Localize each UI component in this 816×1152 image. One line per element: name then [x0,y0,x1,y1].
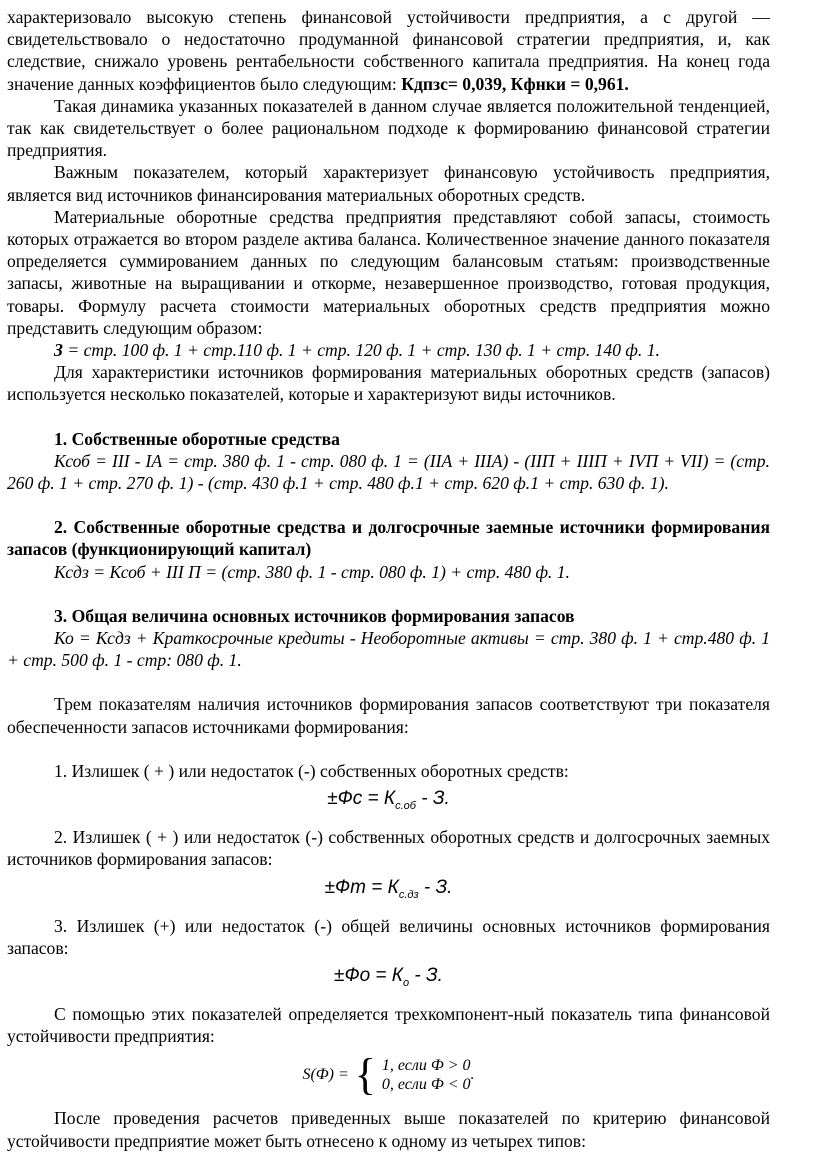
formula-1-subscript: с.об [395,799,416,812]
indicator-item-3: 3. Излишек (+) или недостаток (-) общей величины основных источников формирования запасов: [7,915,770,958]
paragraph-4: Материальные оборотные средства предприятия представляют собой запасы, стоимость которых отражается во втором разделе актива баланса. Количественное значение данного показателя определяется суммированием данных по следующим балансовым статьям: производственные запасы, животные на выращивании и откорме, незавершенное производство, готовая продукция, товары. Формулу расчета стоимости материальных оборотных средств предприятия можно представить следующим образом: [7,206,770,338]
section-1-heading: 1. Собственные оборотные средства [54,428,340,449]
spacer [7,738,770,760]
section-2-formula: Ксдз = Ксоб + ІІІ П = (стр. 380 ф. 1 - стр. 080 ф. 1) + стр. 480 ф. 1. [54,561,570,582]
spacer [7,671,770,693]
formula-2-subscript: с.дз [398,888,419,901]
formula-period: . [470,1066,475,1084]
case-positive: 1, если Ф > 0 [381,1057,471,1075]
inventory-formula [7,339,770,361]
formula-1-right: - З. [415,788,450,810]
indicator-item-1: 1. Излишек ( + ) или недостаток (-) собственных оборотных средств: [54,760,569,781]
formula-2-left: ±Фт = К [324,876,399,898]
stability-function-formula [7,1050,770,1100]
stability-type-text: С помощью этих показателей определяется трехкомпонент-ный показатель типа финансовой устойчивости предприятия: [7,1003,770,1047]
case-negative: 0, если Ф < 0 [381,1076,471,1094]
section-3-formula: Ко = Ксдз + Краткосрочные кредиты - Необоротные активы = стр. 380 ф. 1 + стр.480 ф. 1 + стр. 500 ф. 1 - стр: 080 ф. 1. [7,628,770,671]
curly-brace-icon: { [354,1050,376,1100]
inventory-formula-symbol: З [54,340,63,361]
formula-3-right: - З. [409,964,443,986]
spacer [7,406,770,428]
formula-3-subscript: о [403,976,410,989]
paragraph-3: Важным показателем, который характеризует финансовую устойчивость предприятия, является вид источников финансирования материальных оборотных средств. [7,162,770,205]
section-1-formula: Ксоб = ІІІ - ІА = стр. 380 ф. 1 - стр. 080 ф. 1 = (ІІА + ІІІА) - (ІІП + ІІІП + ІVП + VІІ) = (стр. 260 ф. 1 + стр. 270 ф. 1) - (стр. 430 ф.1 + стр. 480 ф.1 + стр. 620 ф.1 + стр. 630 ф. 1). [7,450,770,494]
paragraph-2: Такая динамика указанных показателей в данном случае является положительной тенденцией, так как свидетельствует о более рациональном подходе к формированию финансовой стратегии предприятия. [7,95,770,161]
final-paragraph: После проведения расчетов приведенных выше показателей по критерию финансовой устойчивости предприятие может быть отнесено к одному из четырех типов: [7,1108,770,1151]
formula-functioning-capital [7,877,770,906]
formula-own-working-capital [7,788,770,817]
indicator-item-2: 2. Излишек ( + ) или недостаток (-) собственных оборотных средств и долгосрочных заемных источников формирования запасов: [7,827,770,870]
stability-function-cases [382,1056,471,1094]
section-2-heading: 2. Собственные оборотные средства и долгосрочные заемные источники формирования запасов (функционирующий капитал) [7,517,770,560]
formula-1-left: ±Фс = К [327,788,396,810]
stability-function-left: S(Ф) = [302,1066,349,1084]
formula-total-sources [7,965,770,994]
paragraph-1-text: характеризовало высокую степень финансовой устойчивости предприятия, а с другой — свидетельствовало о недостаточно продуманной финансовой стратегии предприятия, и, как следствие, снижало уровень рентабельности собственного капитала предприятия. На конец года значение данных коэффициентов было следующим: [7,7,770,94]
paragraph-5: Для характеристики источников формирования материальных оборотных средств (запасов) используется несколько показателей, которые и характеризуют виды источников. [7,362,770,405]
formula-2-right: - З. [418,876,453,898]
coefficient-values: Кдпзс= 0,039, Кфнки = 0,961. [401,73,629,94]
inventory-formula-body: = стр. 100 ф. 1 + стр.110 ф. 1 + стр. 120 ф. 1 + стр. 130 ф. 1 + стр. 140 ф. 1. [62,340,660,361]
spacer [7,583,770,605]
formula-3-left: ±Фо = К [334,964,403,986]
spacer [7,494,770,516]
paragraph-1 [7,6,770,95]
section-3-heading: 3. Общая величина основных источников формирования запасов [54,605,575,626]
indicators-intro: Трем показателям наличия источников формирования запасов соответствуют три показателя обеспеченности запасов источниками формирования: [7,694,770,737]
